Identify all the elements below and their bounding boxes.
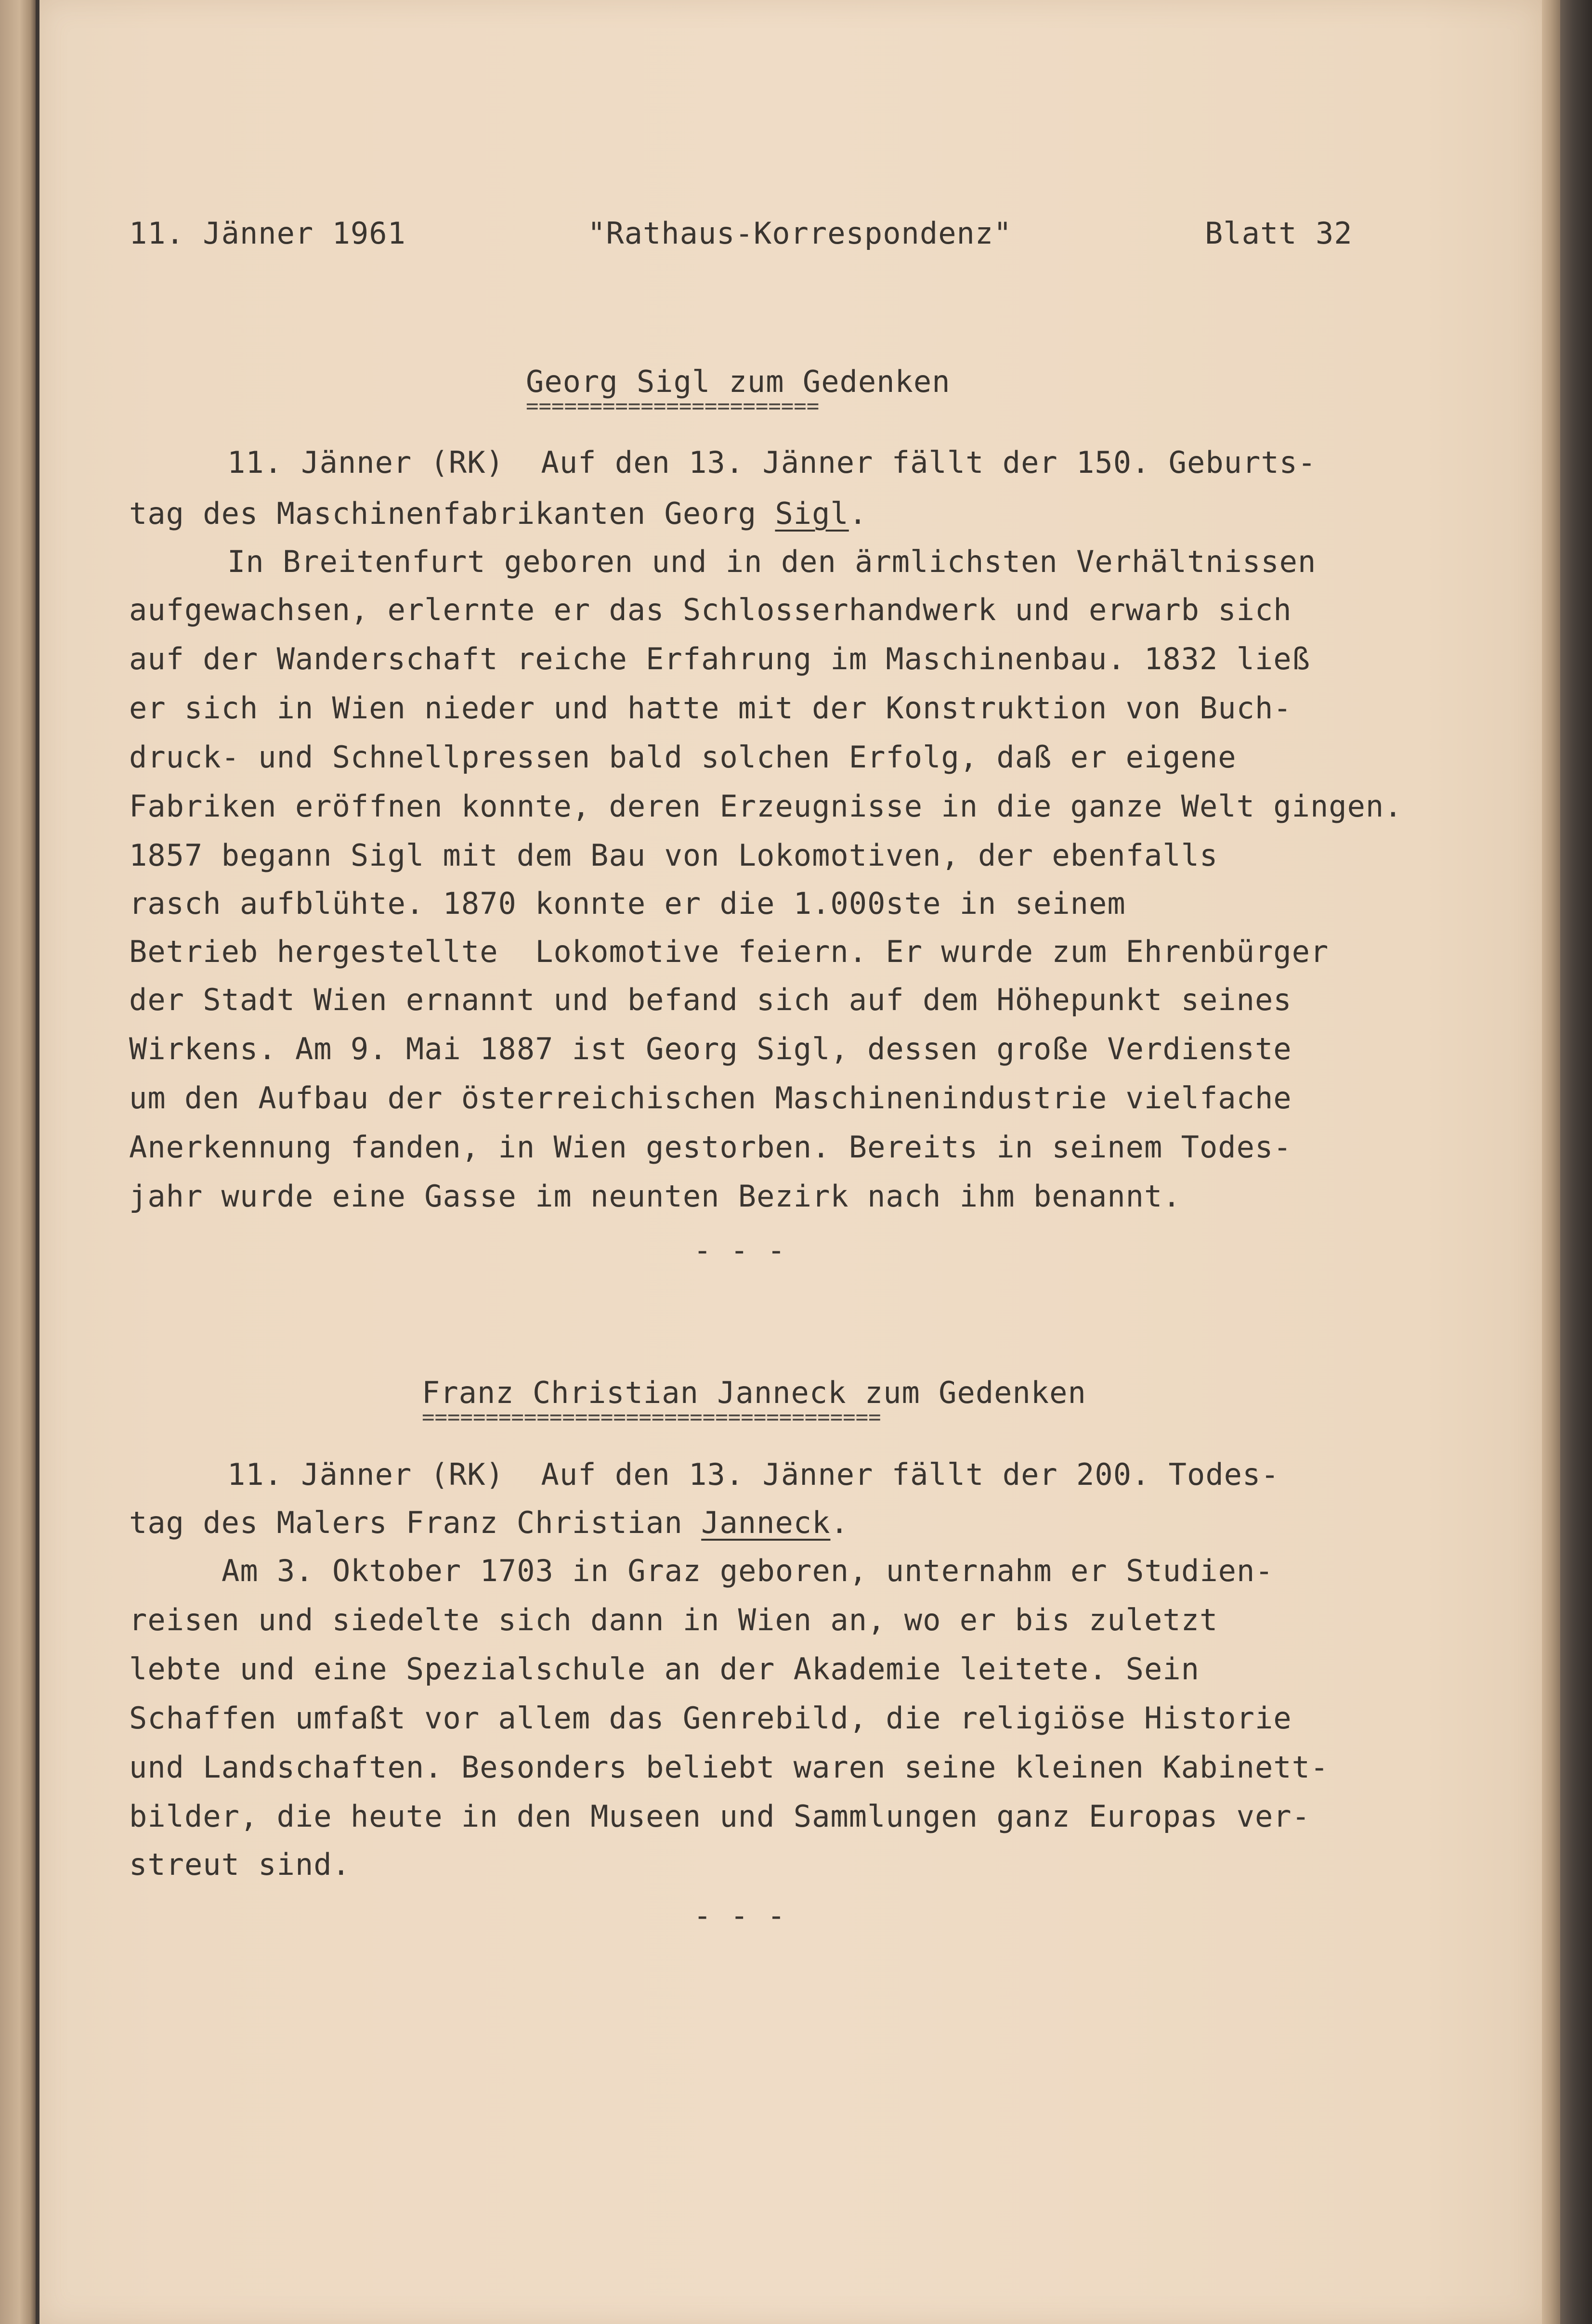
page-shadow (1560, 0, 1592, 2324)
article1-title: Georg Sigl zum Gedenken (526, 364, 951, 399)
header-publication: "Rathaus-Korrespondenz" (587, 216, 1012, 251)
article2-lead-period: . (830, 1505, 849, 1540)
article1-body-line: rasch aufblühte. 1870 konnte er die 1.000ste in seinem (129, 886, 1126, 921)
article1-lead-text: tag des Maschinenfabrikanten Georg (129, 496, 775, 531)
article1-lead-period: . (848, 496, 868, 531)
header-date: 11. Jänner 1961 (129, 216, 406, 251)
article1-body-line: Anerkennung fanden, in Wien gestorben. Bereits in seinem Todes- (129, 1130, 1292, 1165)
article1-body-line: der Stadt Wien ernannt und befand sich auf dem Höhepunkt seines (129, 982, 1292, 1017)
article1-body-line: In Breitenfurt geboren und in den ärmlichsten Verhältnissen (227, 544, 1317, 579)
article1-body-line: jahr wurde eine Gasse im neunten Bezirk nach ihm benannt. (129, 1179, 1181, 1214)
article2-body-line: lebte und eine Spezialschule an der Akademie leitete. Sein (129, 1651, 1200, 1687)
article2-body-line: bilder, die heute in den Museen und Sammlungen ganz Europas ver- (129, 1799, 1310, 1834)
article2-person-name: Janneck (701, 1505, 831, 1540)
article2-body-line: Schaffen umfaßt vor allem das Genrebild, die religiöse Historie (129, 1701, 1292, 1736)
header-sheet-number: Blatt 32 (1205, 216, 1353, 251)
article2-body-line: und Landschaften. Besonders beliebt waren seine kleinen Kabinett- (129, 1750, 1329, 1785)
article1-body-line: um den Aufbau der österreichischen Maschinenindustrie vielfache (129, 1080, 1292, 1116)
previous-page-edge (0, 0, 36, 2324)
article1-lead-line1: 11. Jänner (RK) Auf den 13. Jänner fällt der 150. Geburts- (227, 445, 1317, 480)
article1-person-name: Sigl (775, 496, 849, 531)
article2-lead-line1: 11. Jänner (RK) Auf den 13. Jänner fällt der 200. Todes- (227, 1457, 1279, 1492)
article1-body-line: er sich in Wien nieder und hatte mit der Konstruktion von Buch- (129, 690, 1292, 726)
article2-lead-line2 (129, 1505, 849, 1540)
article1-body-line: Fabriken eröffnen konnte, deren Erzeugnisse in die ganze Welt gingen. (129, 789, 1403, 824)
article1-body-line: auf der Wanderschaft reiche Erfahrung im Maschinenbau. 1832 ließ (129, 641, 1310, 676)
article1-lead-line2 (129, 496, 868, 531)
article2-title-rule: ==================================== (422, 1405, 881, 1429)
article2-body-line: reisen und siedelte sich dann in Wien an, wo er bis zuletzt (129, 1602, 1218, 1637)
article1-body-line: Wirkens. Am 9. Mai 1887 ist Georg Sigl, dessen große Verdienste (129, 1031, 1292, 1066)
page-stack-edge (1542, 0, 1560, 2324)
article1-end-mark: - - - (693, 1233, 786, 1268)
article2-lead-text: tag des Malers Franz Christian (129, 1505, 702, 1540)
article1-body-line: aufgewachsen, erlernte er das Schlosserhandwerk und erwarb sich (129, 592, 1292, 627)
article1-title-rule: ======================= (526, 394, 820, 418)
article2-body-line: Am 3. Oktober 1703 in Graz geboren, unternahm er Studien- (222, 1553, 1274, 1588)
article2-title: Franz Christian Janneck zum Gedenken (422, 1375, 1086, 1410)
article1-body-line: 1857 begann Sigl mit dem Bau von Lokomotiven, der ebenfalls (129, 838, 1218, 873)
article1-body-line: druck- und Schnellpressen bald solchen Erfolg, daß er eigene (129, 740, 1237, 775)
article1-body-line: Betrieb hergestellte Lokomotive feiern. Er wurde zum Ehrenbürger (129, 934, 1329, 969)
article2-end-mark: - - - (693, 1898, 786, 1933)
article2-body-line: streut sind. (129, 1847, 351, 1882)
